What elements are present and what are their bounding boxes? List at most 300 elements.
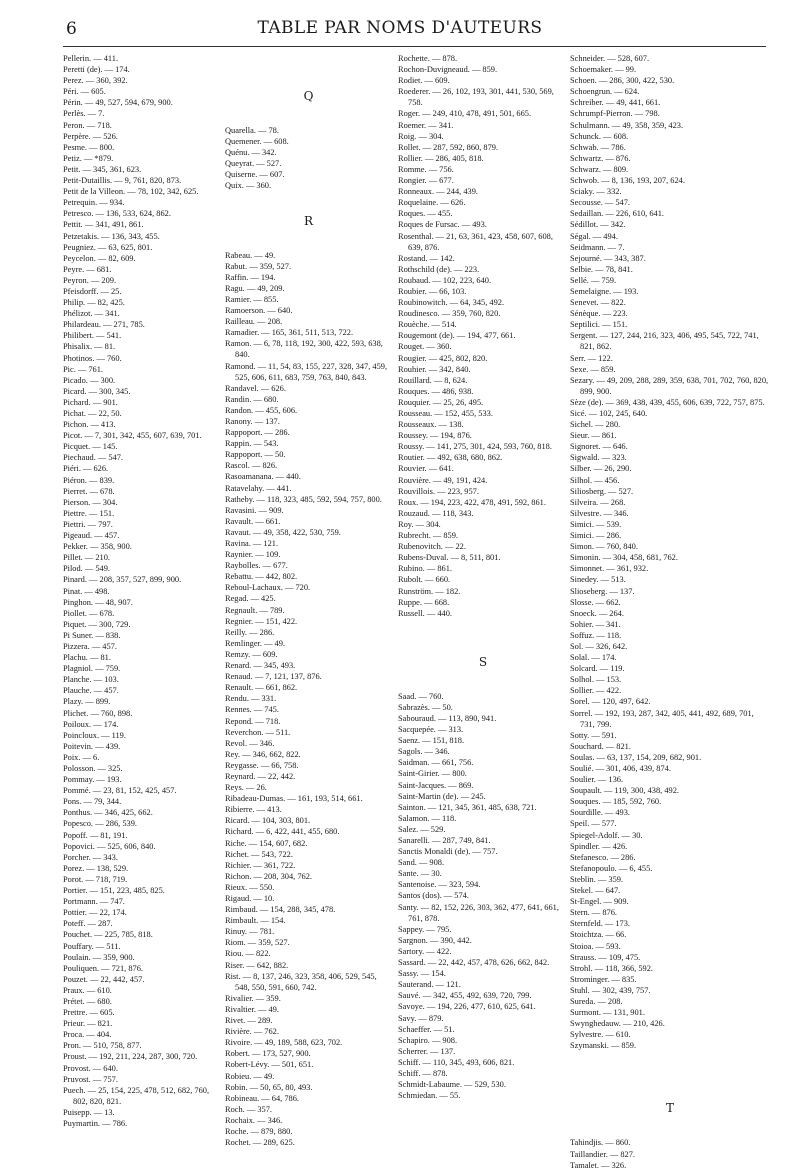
- index-entry: Raybolles. — 677.: [225, 561, 288, 571]
- index-entry: Piettre. — 151.: [63, 508, 115, 518]
- index-entry: Richard. — 6, 422, 441, 455, 680.: [225, 827, 340, 837]
- index-entry: Silvestre. — 346.: [570, 508, 629, 518]
- index-entry: Rigaud. — 10.: [225, 894, 275, 903]
- index-entry: Rouques. — 486, 938.: [398, 386, 474, 396]
- index-entry: Roudinesco. — 359, 760, 820.: [398, 309, 501, 319]
- index-entry: Pouffary. — 511.: [63, 941, 121, 951]
- index-entry: Rosenthal. — 21, 63, 361, 423, 458, 607, 608, 639, 876.: [398, 231, 553, 252]
- index-entry: Perlès. — 7.: [63, 109, 105, 119]
- index-entry: Rey. — 346, 662, 822.: [225, 749, 301, 759]
- index-entry: Pouchet. — 225, 785, 818.: [63, 930, 153, 940]
- index-entry: Sicé. — 102, 245, 640.: [570, 409, 648, 418]
- index-entry: Tahindjis. — 860.: [570, 1138, 631, 1148]
- index-entry: Phisalix. — 81.: [63, 342, 116, 352]
- index-entry: Soupault. — 119, 300, 438, 492.: [570, 786, 680, 796]
- index-entry: Piollet. — 678.: [63, 608, 115, 618]
- index-entry: Sureda. — 208.: [570, 996, 623, 1006]
- index-entry: Pouzet. — 22, 442, 457.: [63, 974, 145, 984]
- index-entry: Riche. — 154, 607, 682.: [225, 838, 308, 848]
- index-entry: Simici. — 286.: [570, 531, 622, 541]
- index-entry: Rougemont (de). — 194, 477, 661.: [398, 331, 516, 341]
- index-entry: Peyre. — 681.: [63, 264, 112, 274]
- index-entry: Robert. — 173, 527, 900.: [225, 1049, 311, 1059]
- index-entry: Strominger. — 835.: [570, 974, 637, 984]
- index-entry: Serr. — 122.: [570, 353, 613, 363]
- index-entry: Sorel. — 120, 497, 642.: [570, 697, 651, 707]
- index-entry: Sternfeld. — 173.: [570, 919, 631, 929]
- index-entry: Schneider. — 528, 607.: [570, 54, 650, 63]
- spacer: [398, 633, 568, 647]
- index-entry: Sèze (de). — 369, 438, 439, 455, 606, 639, 722, 757, 875.: [570, 397, 765, 407]
- index-entry: Popovici. — 525, 606, 840.: [63, 841, 156, 851]
- page-title: TABLE PAR NOMS D'AUTEURS: [257, 18, 543, 38]
- index-entry: Taillandier. — 827.: [570, 1149, 636, 1159]
- index-entry: Schwarz. — 809.: [570, 164, 629, 174]
- index-entry: Phélizot. — 341.: [63, 309, 120, 319]
- index-entry: Rubenovitch. — 22.: [398, 542, 466, 552]
- index-entry: Repond. — 718.: [225, 716, 281, 726]
- index-entry: Remzy. — 609.: [225, 649, 278, 659]
- index-entry: Soffuz. — 118.: [570, 630, 622, 640]
- index-entry: Popoff. — 81, 191.: [63, 830, 128, 840]
- index-entry: Randin. — 680.: [225, 394, 279, 404]
- index-entry: Pi Suner. — 838.: [63, 630, 121, 640]
- spacer: [570, 1065, 770, 1079]
- index-entry: Roussey. — 194, 876.: [398, 431, 472, 441]
- index-entry: Popesco. — 286, 539.: [63, 819, 137, 829]
- index-entry: Plagniol. — 759.: [63, 664, 121, 674]
- index-entry: Schoemaker. — 99.: [570, 65, 637, 75]
- index-entry: Sorrel. — 192, 193, 287, 342, 405, 441, 492, 689, 701, 731, 799.: [570, 708, 754, 729]
- index-entry: Richon. — 208, 304, 762.: [225, 871, 313, 881]
- index-entry: Roubinowitch. — 64, 345, 492.: [398, 298, 505, 308]
- index-entry: Stefanopoulo. — 6, 455.: [570, 863, 653, 873]
- index-entry: Roubier. — 66, 103.: [398, 286, 467, 296]
- index-entry: Picard. — 300, 345.: [63, 386, 131, 396]
- index-entry: Salamon. — 118.: [398, 813, 457, 823]
- index-entry: Signoret. — 646.: [570, 442, 628, 452]
- index-entry: Renard. — 345, 493.: [225, 661, 296, 671]
- index-entry: Soulier. — 136.: [570, 775, 624, 785]
- index-entry: Rascol. — 826.: [225, 461, 278, 471]
- index-entry: Rouvière. — 49, 191, 424.: [398, 475, 488, 485]
- index-entry: Solcard. — 119.: [570, 664, 625, 674]
- index-entry: Picot. — 7, 301, 342, 455, 607, 639, 701.: [63, 431, 202, 441]
- index-entry: Rouget. — 360.: [398, 342, 452, 352]
- index-entry: Ponthus. — 346, 425, 662.: [63, 808, 153, 818]
- index-entry: Rougier. — 425, 802, 820.: [398, 353, 488, 363]
- index-entry: Railleau. — 208.: [225, 317, 283, 327]
- index-entry: Portier. — 151, 223, 485, 825.: [63, 886, 165, 896]
- index-entry: Rabeau. — 49.: [225, 250, 276, 260]
- index-entry: Soulas. — 63, 137, 154, 209, 682, 901.: [570, 752, 702, 762]
- index-entry: Pron. — 510, 758, 877.: [63, 1041, 142, 1051]
- index-entry: Puech. — 25, 154, 225, 478, 512, 682, 760, 802, 820, 821.: [63, 1085, 210, 1106]
- index-entry: Ramon. — 6, 78, 118, 192, 300, 422, 593, 638, 840.: [225, 339, 383, 360]
- index-entry: Piquet. — 300, 729.: [63, 619, 131, 629]
- index-entry: Rasoamanana. — 440.: [225, 472, 301, 482]
- index-entry: Santy. — 82, 152, 226, 303, 362, 477, 641, 661, 761, 878.: [398, 902, 559, 923]
- index-entry: Peyron. — 209.: [63, 275, 117, 285]
- index-entry: Sargnon. — 390, 442.: [398, 935, 472, 945]
- index-entry: Portmann. — 747.: [63, 897, 125, 907]
- index-entry: Sédillot. — 342.: [570, 220, 626, 230]
- index-entry: Ribierre. — 413.: [225, 805, 282, 815]
- index-entry: Saad. — 760.: [398, 691, 444, 701]
- index-entry: Reverchon. — 511.: [225, 727, 291, 737]
- index-entry: Ranony. — 137.: [225, 416, 280, 426]
- index-entry: Stefanesco. — 286.: [570, 852, 636, 862]
- index-entry: Renault. — 661, 862.: [225, 683, 298, 693]
- index-entry: Sourdille. — 493.: [570, 808, 631, 818]
- index-entry: Pierson. — 304.: [63, 497, 118, 507]
- index-entry: Quix. — 360.: [225, 181, 272, 191]
- index-entry: Rubolt. — 660.: [398, 575, 451, 585]
- index-entry: Ravaut. — 49, 358, 422, 530, 759.: [225, 527, 341, 537]
- index-entry: Pierret. — 678.: [63, 486, 115, 496]
- index-entry: Souchard. — 821.: [570, 741, 631, 751]
- index-entry: Rouvier. — 641.: [398, 464, 454, 474]
- index-entry: Sauterand. — 121.: [398, 980, 461, 990]
- index-entry: Roger. — 249, 410, 478, 491, 501, 665.: [398, 109, 532, 119]
- index-entry: Rongier. — 677.: [398, 176, 454, 186]
- index-entry: Sergent. — 127, 244, 216, 323, 406, 495, 545, 722, 741, 821, 862.: [570, 331, 759, 352]
- index-entry: Runström. — 182.: [398, 586, 461, 596]
- index-entry: Richet. — 543, 722.: [225, 849, 293, 859]
- index-entry: Raffin. — 194.: [225, 272, 276, 282]
- index-column-1: [63, 53, 213, 1129]
- index-entry: Simonnet. — 361, 932.: [570, 564, 649, 574]
- index-entry: Poteff. — 287.: [63, 919, 113, 929]
- index-entry: Sexe. — 859.: [570, 364, 616, 374]
- index-entry: Rostand. — 142.: [398, 253, 455, 263]
- spacer: [398, 619, 568, 633]
- index-entry: Sand. — 908.: [398, 858, 445, 868]
- index-entry: Sieur. — 861.: [570, 431, 617, 441]
- index-entry: Polosson. — 325.: [63, 764, 123, 773]
- index-entry: Piéron. — 839.: [63, 475, 115, 485]
- index-entry: Philibert. — 541.: [63, 331, 122, 341]
- index-entry: Puymartin. — 786.: [63, 1119, 128, 1128]
- index-entry: Sassy. — 154.: [398, 969, 446, 979]
- index-entry: Ramier. — 855.: [225, 294, 279, 304]
- index-entry: Ravina. — 121.: [225, 539, 279, 548]
- index-entry: Stoioa. — 593.: [570, 941, 621, 951]
- index-entry: Schwab. — 786.: [570, 142, 626, 152]
- index-entry: Saidman. — 661, 756.: [398, 758, 474, 768]
- spacer: [225, 111, 392, 125]
- index-entry: Saint-Jacques. — 869.: [398, 780, 474, 790]
- index-entry: Péri. — 605.: [63, 87, 106, 97]
- spacer: [225, 236, 392, 250]
- index-entry: Riom. — 359, 527.: [225, 938, 290, 948]
- index-entry: Santenoise. — 323, 594.: [398, 880, 481, 890]
- index-entry: Pouliquen. — 721, 876.: [63, 963, 144, 973]
- index-entry: Schiff. — 878.: [398, 1068, 448, 1078]
- index-entry: Prétet. — 680.: [63, 996, 112, 1006]
- index-entry: Quiserne. — 607.: [225, 170, 285, 180]
- index-entry: Plichet. — 760, 898.: [63, 708, 133, 718]
- index-entry: Peretti (de). — 174.: [63, 65, 130, 75]
- index-entry: Rollet. — 287, 592, 860, 879.: [398, 142, 499, 152]
- index-entry: Rouillard. — 8, 624.: [398, 375, 468, 385]
- index-entry: Strauss. — 109, 475.: [570, 952, 641, 962]
- index-entry: Picquet. — 145.: [63, 442, 118, 452]
- index-entry: Pinat. — 498.: [63, 586, 110, 596]
- index-entry: Sauvé. — 342, 455, 492, 639, 720, 799.: [398, 991, 532, 1001]
- index-entry: Pic. — 761.: [63, 364, 104, 374]
- index-entry: Provost. — 640.: [63, 1063, 118, 1073]
- index-entry: Simon. — 760, 840.: [570, 542, 638, 552]
- index-entry: Rodiet. — 609.: [398, 76, 450, 86]
- index-entry: Pons. — 79, 344.: [63, 797, 122, 807]
- header-rule: [63, 46, 766, 47]
- index-entry: Sotty. — 591.: [570, 730, 617, 740]
- index-entry: Rouzaud. — 118, 343.: [398, 508, 474, 518]
- index-entry: Schoengrun. — 624.: [570, 87, 640, 97]
- index-column-2: [225, 53, 392, 1148]
- index-entry: Selbie. — 78, 841.: [570, 264, 633, 274]
- index-entry: Rappoport. — 50.: [225, 450, 286, 460]
- index-entry: Snoeck. — 264.: [570, 608, 624, 618]
- index-entry: Sassard. — 22, 442, 457, 478, 626, 662, 842.: [398, 958, 550, 968]
- index-entry: Steblin. — 359.: [570, 874, 624, 884]
- index-entry: Sappey. — 795.: [398, 924, 452, 934]
- index-entry: Reygasse. — 66, 758.: [225, 760, 299, 770]
- index-entry: Pottier. — 22, 174.: [63, 908, 127, 918]
- index-entry: Salez. — 529.: [398, 824, 446, 834]
- index-entry: Riser. — 642, 882.: [225, 960, 289, 970]
- index-entry: Silber. — 26, 290.: [570, 464, 632, 474]
- index-entry: Pichard. — 901.: [63, 397, 118, 407]
- index-entry: Sylvestre. — 610.: [570, 1030, 631, 1040]
- index-entry: Pekker. — 358, 900.: [63, 542, 132, 552]
- index-entry: Sedaillan. — 226, 610, 641.: [570, 209, 664, 219]
- index-entry: Spindler. — 426.: [570, 841, 628, 851]
- page-number: 6: [66, 19, 77, 39]
- section-letter: R: [303, 213, 314, 228]
- index-entry: Piettri. — 797.: [63, 519, 113, 529]
- index-entry: Roques de Fursac. — 493.: [398, 220, 487, 230]
- index-entry: Solal. — 174.: [570, 653, 617, 663]
- index-entry: Regad. — 425.: [225, 594, 276, 604]
- index-entry: Randavel. — 626.: [225, 383, 286, 393]
- index-entry: Silhol. — 456.: [570, 475, 620, 485]
- index-entry: Sejourné. — 343, 387.: [570, 253, 646, 263]
- index-entry: Ravault. — 661.: [225, 516, 281, 526]
- index-entry: Petit. — 345, 361, 623.: [63, 164, 142, 174]
- index-entry: Piechaud. — 547.: [63, 453, 124, 463]
- index-entry: Roy. — 304.: [398, 519, 441, 529]
- index-entry: Savy. — 879.: [398, 1013, 444, 1023]
- index-entry: Rieux. — 550.: [225, 882, 275, 892]
- index-entry: Soulié. — 301, 406, 439, 874.: [570, 764, 671, 773]
- index-entry: Rinuy. — 781.: [225, 927, 275, 937]
- index-entry: Ribadeau-Dumas. — 161, 193, 514, 661.: [225, 794, 363, 804]
- index-entry: Prieur. — 821.: [63, 1019, 113, 1029]
- index-entry: Simonin. — 304, 458, 681, 762.: [570, 553, 678, 563]
- spacer: [225, 192, 392, 206]
- index-entry: Schaeffer. — 51.: [398, 1024, 455, 1034]
- index-entry: Plazy. — 899.: [63, 697, 111, 707]
- spacer: [570, 1123, 770, 1137]
- index-entry: Speil. — 577.: [570, 819, 617, 829]
- index-entry: Ragu. — 49, 209.: [225, 283, 285, 293]
- index-entry: Planche. — 103.: [63, 675, 119, 685]
- index-entry: Riou. — 822.: [225, 949, 271, 959]
- index-entry: Rochaix. — 346.: [225, 1115, 283, 1125]
- index-entry: Roch. — 357.: [225, 1104, 272, 1114]
- index-entry: Robin. — 50, 65, 80, 493.: [225, 1082, 313, 1092]
- index-entry: Stoichtza. — 66.: [570, 930, 627, 940]
- index-entry: Petit de la Villeon. — 78, 102, 342, 625.: [63, 187, 199, 197]
- spacer: [398, 677, 568, 691]
- index-entry: Schulmann. — 49, 358, 359, 423.: [570, 120, 684, 130]
- index-entry: Poitevin. — 439.: [63, 741, 121, 751]
- index-entry: Rochet. — 289, 625.: [225, 1138, 295, 1148]
- index-entry: Sénèque. — 223.: [570, 309, 628, 319]
- index-entry: Rimbault. — 154.: [225, 916, 286, 926]
- index-entry: Silveira. — 268.: [570, 497, 626, 507]
- index-entry: Petresco. — 136, 533, 624, 862.: [63, 209, 171, 219]
- index-entry: Sabrazès. — 50.: [398, 702, 453, 712]
- index-entry: Sabouraud. — 113, 890, 941.: [398, 713, 497, 723]
- index-entry: Schiff. — 110, 345, 493, 606, 821.: [398, 1057, 515, 1067]
- index-entry: Philardeau. — 271, 785.: [63, 320, 145, 330]
- index-entry: Rebattu. — 442, 802.: [225, 572, 298, 582]
- index-entry: Stern. — 876.: [570, 908, 617, 918]
- index-entry: Sainton. — 121, 345, 361, 485, 638, 721.: [398, 802, 537, 812]
- index-entry: Rousseaux. — 138.: [398, 420, 464, 430]
- index-entry: Quemener. — 608.: [225, 137, 289, 147]
- index-entry: Sezary. — 49, 209, 288, 289, 359, 638, 701, 702, 760, 820, 899, 900.: [570, 375, 769, 396]
- index-entry: Ségal. — 494.: [570, 231, 618, 241]
- index-entry: Robert-Lévy. — 501, 651.: [225, 1060, 314, 1070]
- index-entry: Roemer. — 341.: [398, 120, 454, 130]
- index-entry: Siliosberg. — 527.: [570, 486, 634, 496]
- index-entry: Roques. — 455.: [398, 209, 453, 219]
- index-entry: Pichat. — 22, 50.: [63, 409, 122, 418]
- index-entry: Spiegel-Adolf. — 30.: [570, 830, 643, 840]
- index-entry: Renaud. — 7, 121, 137, 876.: [225, 672, 322, 682]
- index-entry: Peugniez. — 63, 625, 801.: [63, 242, 153, 252]
- index-entry: Septilici. — 151.: [570, 320, 628, 330]
- index-entry: Petzetakis. — 136, 343, 455.: [63, 231, 160, 241]
- index-entry: Sante. — 30.: [398, 869, 442, 879]
- index-entry: Peron. — 718.: [63, 120, 112, 130]
- index-entry: Surmont. — 131, 901.: [570, 1008, 645, 1018]
- index-entry: Sacquepée. — 313.: [398, 725, 464, 735]
- index-entry: Quarella. — 78.: [225, 126, 279, 135]
- index-entry: Scherrer. — 137.: [398, 1046, 456, 1056]
- index-entry: Schunck. — 608.: [570, 131, 629, 141]
- index-entry: Rochette. — 878.: [398, 54, 458, 63]
- index-entry: Rappin. — 543.: [225, 439, 279, 449]
- index-entry: Rubens-Duval. — 8, 511, 801.: [398, 553, 501, 563]
- index-entry: Sinedey. — 513.: [570, 575, 626, 585]
- index-entry: Rubrecht. — 859.: [398, 531, 459, 541]
- index-entry: Regnier. — 151, 422.: [225, 616, 298, 626]
- index-entry: Schwartz. — 876.: [570, 153, 631, 163]
- index-entry: Rouhier. — 342, 840.: [398, 364, 471, 374]
- spacer: [225, 53, 392, 67]
- index-entry: Ramoerson. — 640.: [225, 306, 293, 316]
- section-letter: S: [478, 654, 488, 669]
- index-column-3: [398, 53, 568, 1101]
- index-entry: Petiz. — *879.: [63, 153, 114, 163]
- index-entry: Ravasini. — 909.: [225, 505, 284, 515]
- index-entry: Poulain. — 359, 900.: [63, 952, 135, 962]
- index-entry: Russell. — 440.: [398, 608, 452, 618]
- index-entry: Roussy. — 141, 275, 301, 424, 593, 760, 818.: [398, 442, 552, 452]
- page-header: [0, 0, 800, 50]
- index-entry: Romme. — 756.: [398, 164, 454, 174]
- index-entry: Schmiedan. — 55.: [398, 1091, 461, 1101]
- index-entry: Ratheby. — 118, 323, 485, 592, 594, 757, 800.: [225, 494, 382, 504]
- index-entry: Rubino. — 861.: [398, 564, 452, 574]
- index-entry: Sigwald. — 323.: [570, 453, 627, 463]
- index-entry: Roubaud. — 102, 223, 640.: [398, 275, 492, 285]
- index-entry: Reys. — 26.: [225, 783, 267, 793]
- index-entry: Pichon. — 413.: [63, 420, 116, 430]
- index-entry: Rabut. — 359, 527.: [225, 261, 292, 271]
- index-entry: Solhol. — 153.: [570, 675, 622, 685]
- index-entry: Stekel. — 647.: [570, 886, 621, 896]
- index-entry: Pfeisdorff. — 25.: [63, 286, 122, 296]
- index-entry: Sanctis Monaldi (de). — 757.: [398, 847, 498, 857]
- index-entry: Rousseau. — 152, 455, 533.: [398, 409, 493, 418]
- index-entry: Stuhl. — 302, 439, 757.: [570, 985, 651, 995]
- index-entry: Sichel. — 280.: [570, 420, 621, 430]
- index-entry: Poix. — 6.: [63, 752, 100, 762]
- index-entry: Pinghon. — 48, 907.: [63, 597, 133, 607]
- index-entry: Souques. — 185, 592, 760.: [570, 797, 662, 807]
- index-entry: Schmidt-Labaume. — 529, 530.: [398, 1080, 506, 1090]
- index-entry: Rivoire. — 49, 189, 588, 623, 702.: [225, 1038, 343, 1048]
- index-entry: Rivaltier. — 49.: [225, 1004, 279, 1014]
- index-entry: Swynghedauw. — 210, 426.: [570, 1019, 665, 1029]
- index-entry: Szymanski. — 859.: [570, 1041, 637, 1051]
- index-entry: Slosse. — 662.: [570, 597, 621, 607]
- index-entry: Schoen. — 286, 300, 422, 530.: [570, 76, 675, 86]
- section-letter: Q: [303, 89, 314, 103]
- index-entry: Proca. — 404.: [63, 1030, 112, 1040]
- index-entry: Rivalier. — 359.: [225, 993, 281, 1003]
- index-entry: Rendu. — 331.: [225, 694, 277, 704]
- index-entry: Rouèche. — 514.: [398, 320, 457, 330]
- index-entry: Sanarelli. — 287, 749, 841.: [398, 836, 491, 845]
- index-entry: Ratavelahy. — 441.: [225, 483, 292, 493]
- index-entry: Ronneaux. — 244, 439.: [398, 187, 479, 197]
- index-entry: Rouvillois. — 223, 957.: [398, 486, 479, 496]
- index-entry: Santos (dos). — 574.: [398, 891, 469, 901]
- index-entry: Pinard. — 208, 357, 527, 899, 900.: [63, 575, 182, 585]
- index-entry: Raynier. — 109.: [225, 550, 281, 560]
- index-entry: Roche. — 879, 880.: [225, 1126, 293, 1136]
- index-entry: Queyrat. — 527.: [225, 159, 282, 169]
- index-entry: Roux. — 194, 223, 422, 478, 491, 592, 861.: [398, 497, 546, 507]
- index-entry: Roquelaine. — 626.: [398, 198, 466, 208]
- index-entry: Schreiber. — 49, 441, 661.: [570, 98, 661, 108]
- spacer: [570, 1051, 770, 1065]
- index-entry: Senevet. — 822.: [570, 298, 626, 308]
- index-entry: Robieu. — 49.: [225, 1071, 275, 1081]
- index-entry: Pizzera. — 457.: [63, 641, 117, 651]
- index-entry: Savoye. — 194, 226, 477, 610, 625, 641.: [398, 1002, 536, 1012]
- index-entry: Sagols. — 346.: [398, 747, 450, 757]
- index-entry: Randon. — 455, 606.: [225, 405, 298, 415]
- index-entry: Porot. — 718, 719.: [63, 874, 128, 884]
